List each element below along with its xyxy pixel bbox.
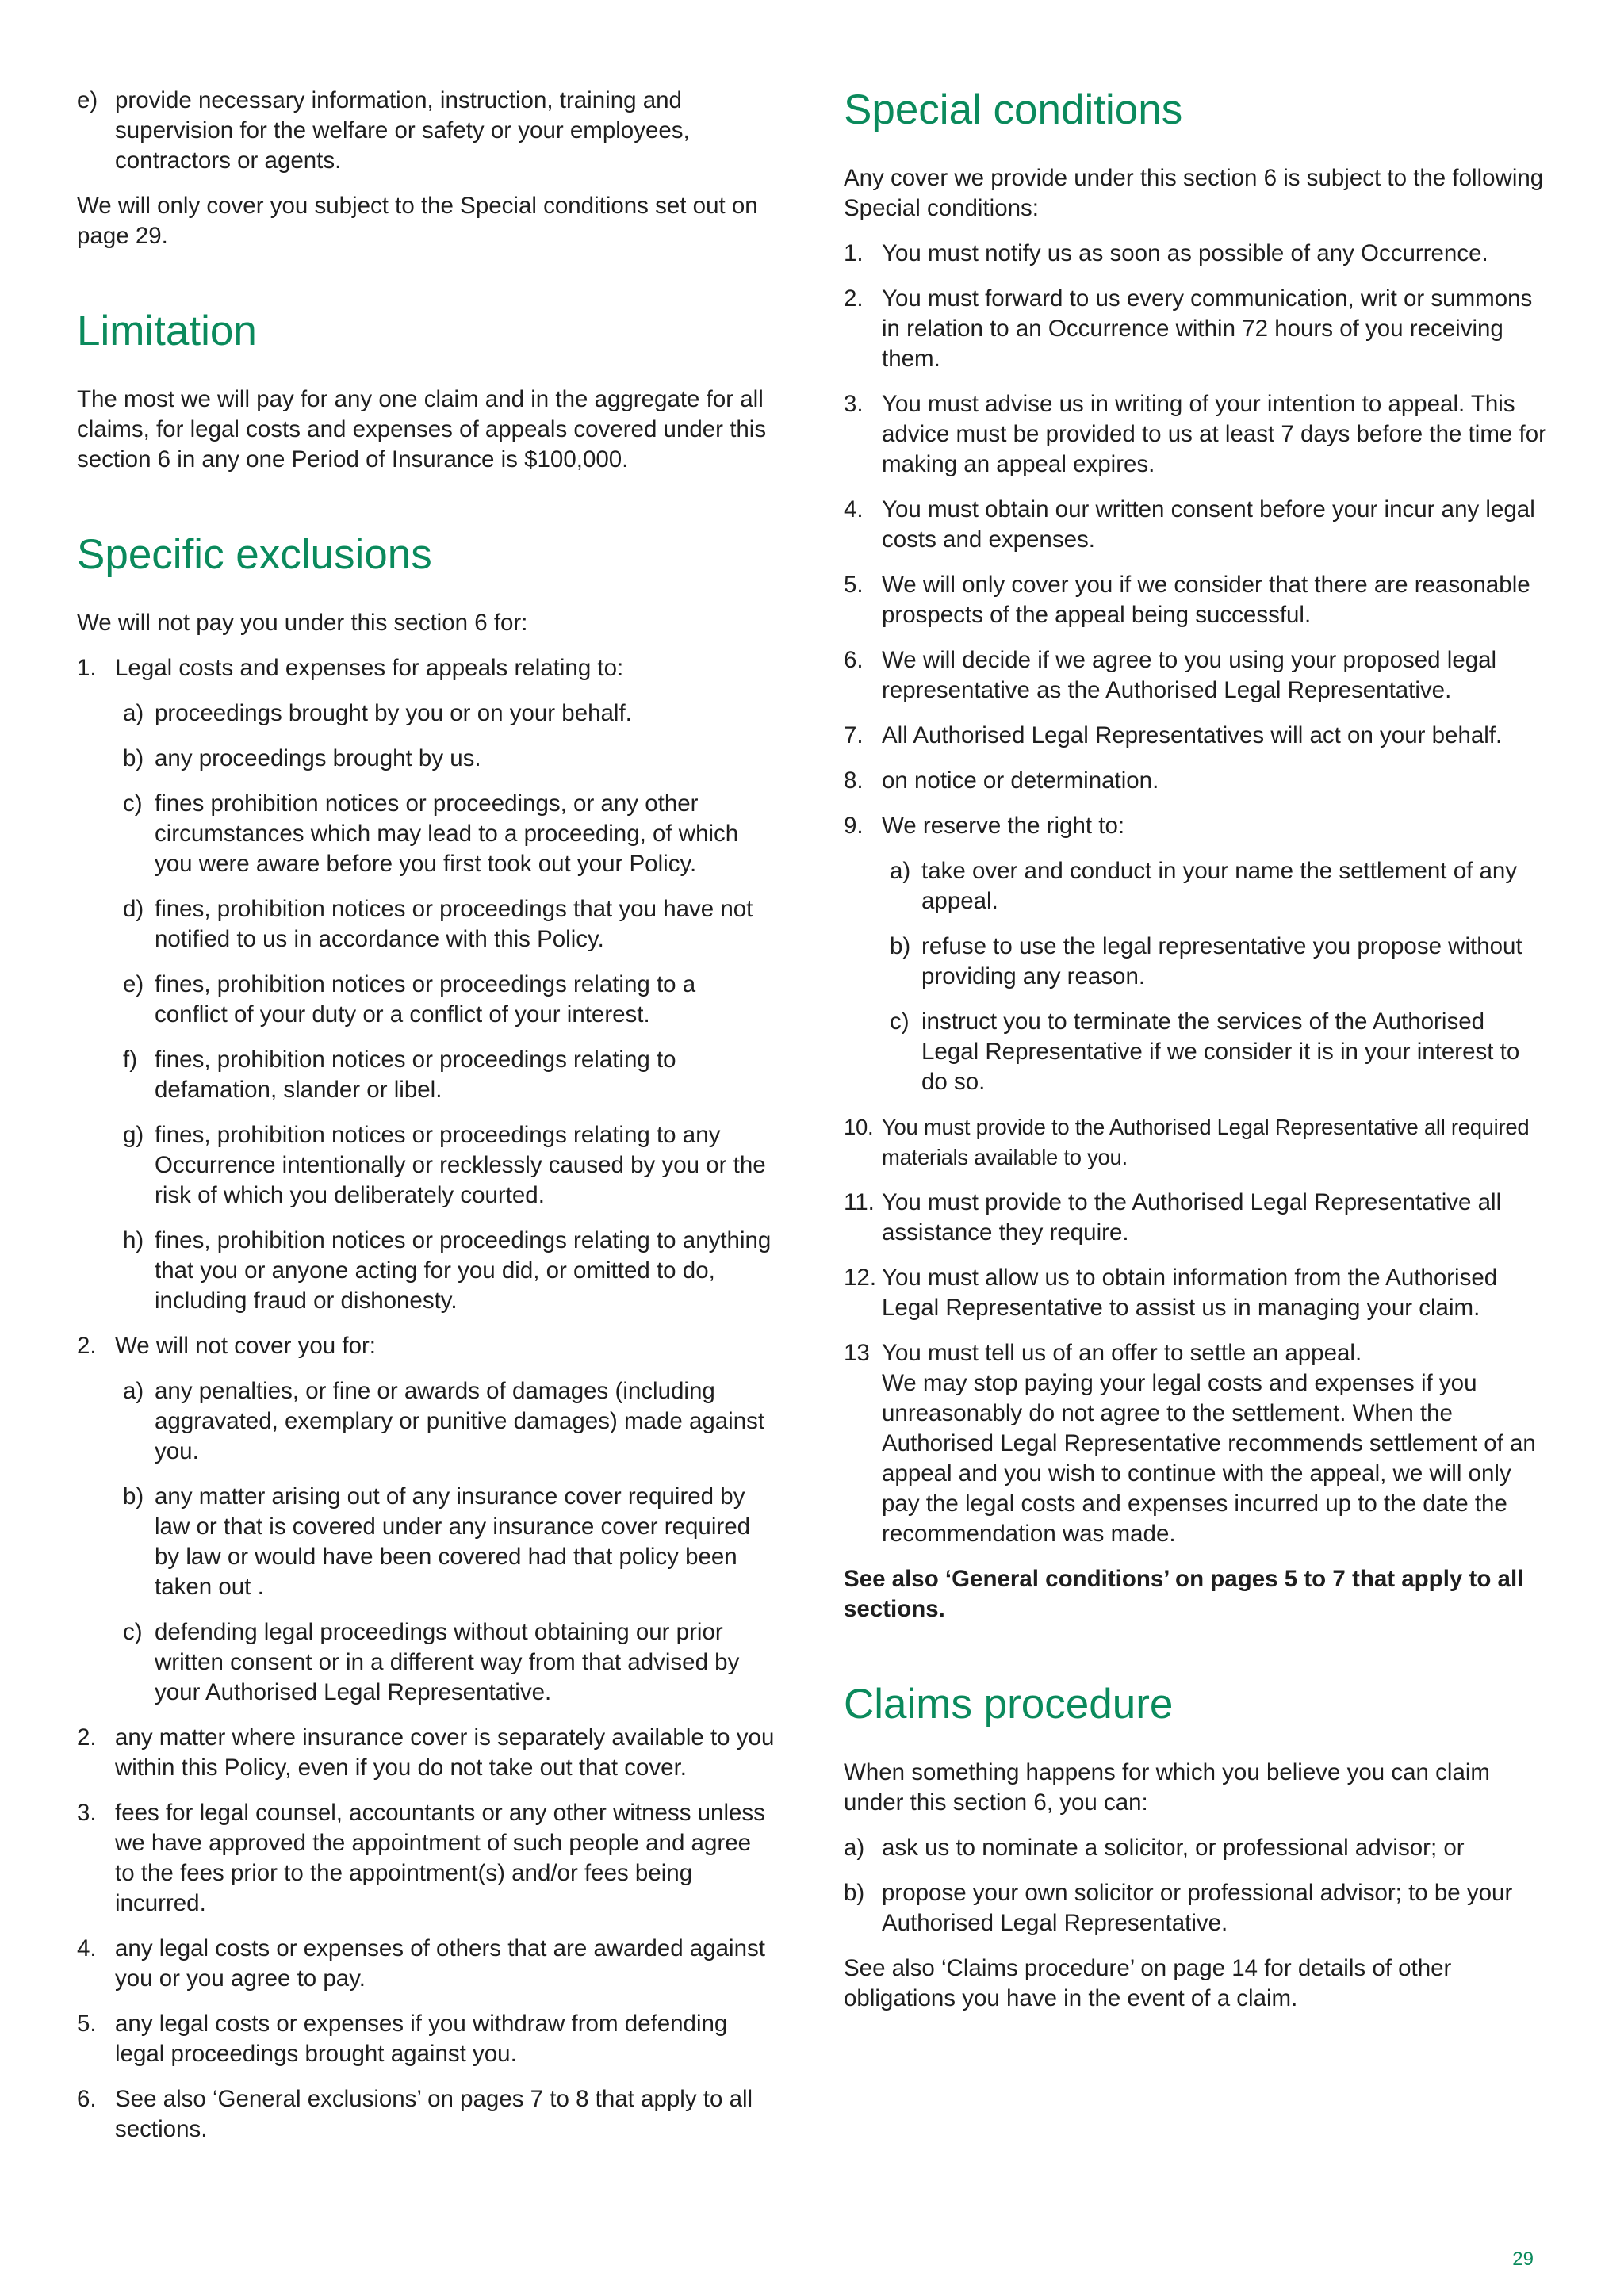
list-item — [844, 1263, 1546, 1323]
intro-paragraph: We will only cover you subject to the Special conditions set out on page 29. — [77, 193, 758, 249]
sublist-item — [890, 932, 1546, 992]
list-text: refuse to use the legal representative you propose without providing any reason. — [921, 933, 1522, 989]
list-label: c) — [123, 790, 143, 817]
list-text: We will decide if we agree to you using your proposed legal representative as the Authorised Legal Representative. — [882, 647, 1497, 703]
list-text: any penalties, or fine or awards of damages (including aggravated, exemplary or punitive damages) made against you. — [155, 1378, 765, 1464]
special-conditions-intro: Any cover we provide under this section 6 is subject to the following Special conditions: — [844, 165, 1544, 221]
list-item — [77, 86, 775, 176]
list-text: We reserve the right to: — [882, 813, 1125, 839]
list-text: take over and conduct in your name the settlement of any appeal. — [921, 858, 1518, 914]
list-label: f) — [123, 1047, 138, 1073]
list-text: fees for legal counsel, accountants or any other witness unless we have approved the appointment of such people and agree to the fees prior to the appointment(s) and/or fees being incurred. — [115, 1800, 765, 1916]
sublist — [123, 1376, 775, 1708]
list-text: any matter where insurance cover is separately available to you within this Policy, even if you do not take out that cover. — [115, 1724, 775, 1781]
claims-procedure-intro: When something happens for which you believe you can claim under this section 6, you can: — [844, 1759, 1490, 1816]
list-text: on notice or determination. — [882, 767, 1159, 794]
sublist-item — [123, 1120, 775, 1211]
list-label: a) — [123, 700, 144, 726]
sublist-item — [890, 856, 1546, 916]
list-item — [844, 1338, 1546, 1549]
list-label: 7. — [844, 722, 864, 748]
sublist-item — [123, 1376, 775, 1467]
list-text: ask us to nominate a solicitor, or professional advisor; or — [882, 1835, 1465, 1861]
general-conditions-note: See also ‘General conditions’ on pages 5 to 7 that apply to all sections. — [844, 1566, 1524, 1622]
list-label: d) — [123, 896, 144, 922]
list-item — [844, 721, 1546, 751]
list-text: You must provide to the Authorised Legal Representative all required materials available to you. — [882, 1115, 1530, 1169]
exclusions-heading: Specific exclusions — [77, 531, 432, 578]
list-label: 2. — [77, 1333, 97, 1359]
sublist-item — [123, 789, 775, 879]
list-text: any legal costs or expenses if you withdraw from defending legal proceedings brought against you. — [115, 2011, 728, 2067]
list-label: a) — [123, 1378, 144, 1404]
list-item — [844, 766, 1546, 796]
list-item — [844, 495, 1546, 555]
list-item — [77, 1331, 775, 1361]
list-item — [844, 1188, 1546, 1248]
list-label: b) — [123, 745, 144, 771]
sublist-item — [123, 744, 775, 774]
list-label: 2. — [77, 1724, 97, 1751]
list-text: fines, prohibition notices or proceedings relating to defamation, slander or libel. — [155, 1047, 676, 1103]
list-item — [844, 1878, 1546, 1938]
list-label: e) — [123, 971, 144, 997]
list-label: 6. — [77, 2086, 97, 2112]
list-text: any proceedings brought by us. — [155, 745, 481, 771]
list-item — [844, 284, 1546, 374]
list-item — [844, 239, 1546, 269]
list-text: fines, prohibition notices or proceedings relating to anything that you or anyone acting for you did, or omitted to do, including fraud or dishonesty. — [155, 1227, 772, 1314]
list-label: b) — [844, 1880, 865, 1906]
left-column — [77, 86, 775, 2160]
sublist-item — [123, 1617, 775, 1708]
list-label: 1. — [844, 240, 864, 266]
list-label: a) — [844, 1835, 865, 1861]
limitation-heading: Limitation — [77, 308, 257, 354]
list-text: You must provide to the Authorised Legal Representative all assistance they require. — [882, 1189, 1502, 1246]
list-text: fines prohibition notices or proceedings, or any other circumstances which may lead to a proceeding, of which you were aware before you first took out your Policy. — [155, 790, 739, 877]
list-label: 13 — [844, 1340, 870, 1366]
sublist — [890, 856, 1546, 1097]
list-label: 5. — [77, 2011, 97, 2037]
sublist-item — [123, 698, 775, 729]
right-column — [844, 86, 1546, 2029]
list-label: 8. — [844, 767, 864, 794]
claims-procedure-heading: Claims procedure — [844, 1681, 1174, 1728]
list-text: You must advise us in writing of your intention to appeal. This advice must be provided to us at least 7 days before the time for making an appeal expires. — [882, 391, 1546, 477]
sublist-item — [123, 1045, 775, 1105]
list-text: We will only cover you if we consider that there are reasonable prospects of the appeal being successful. — [882, 572, 1530, 628]
list-text: We will not cover you for: — [115, 1333, 376, 1359]
list-text: provide necessary information, instruction, training and supervision for the welfare or safety or your employees, contractors or agents. — [115, 87, 690, 174]
list-text: any matter arising out of any insurance cover required by law or that is covered under any insurance cover required by law or would have been covered had that policy been taken out . — [155, 1483, 751, 1600]
list-label: 1. — [77, 655, 97, 681]
list-label: 11. — [844, 1189, 875, 1215]
list-text: defending legal proceedings without obtaining our prior written consent or in a different way from that advised by your Authorised Legal Representative. — [155, 1619, 740, 1705]
sublist-item — [123, 1226, 775, 1316]
list-text: You must obtain our written consent before your incur any legal costs and expenses. — [882, 496, 1535, 553]
list-label: g) — [123, 1122, 144, 1148]
list-text: any legal costs or expenses of others that are awarded against you or you agree to pay. — [115, 1935, 765, 1992]
list-label: e) — [77, 87, 98, 113]
list-item — [77, 1723, 775, 1783]
list-text: fines, prohibition notices or proceedings that you have not notified to us in accordance with this Policy. — [155, 896, 753, 952]
sublist-item — [123, 1482, 775, 1602]
page-number: 29 — [1512, 2248, 1534, 2270]
list-label: 5. — [844, 572, 864, 598]
list-text-line: You must tell us of an offer to settle an appeal. — [882, 1340, 1362, 1366]
list-item — [844, 645, 1546, 706]
list-text: proceedings brought by you or on your behalf. — [155, 700, 632, 726]
claims-procedure-note: See also ‘Claims procedure’ on page 14 for details of other obligations you have in the event of a claim. — [844, 1955, 1452, 2011]
list-label: 4. — [77, 1935, 97, 1961]
list-text: fines, prohibition notices or proceedings relating to a conflict of your duty or a conflict of your interest. — [155, 971, 696, 1027]
list-label: h) — [123, 1227, 144, 1253]
list-text: fines, prohibition notices or proceedings relating to any Occurrence intentionally or recklessly caused by you or the risk of which you deliberately courted. — [155, 1122, 766, 1208]
list-item — [844, 1833, 1546, 1863]
list-text: See also ‘General exclusions’ on pages 7 to 8 that apply to all sections. — [115, 2086, 753, 2142]
list-label: c) — [123, 1619, 143, 1645]
list-text — [882, 1338, 1546, 1549]
list-label: b) — [123, 1483, 144, 1510]
special-conditions-heading: Special conditions — [844, 86, 1183, 133]
list-item — [77, 1934, 775, 1994]
list-label: 12. — [844, 1265, 877, 1291]
list-label: 3. — [77, 1800, 97, 1826]
list-label: c) — [890, 1008, 910, 1035]
list-item — [77, 2009, 775, 2069]
list-text: You must forward to us every communication, writ or summons in relation to an Occurrence within 72 hours of you receiving them. — [882, 285, 1533, 372]
list-label: 2. — [844, 285, 864, 312]
list-text: propose your own solicitor or professional advisor; to be your Authorised Legal Representative. — [882, 1880, 1513, 1936]
list-item — [77, 653, 775, 683]
list-text: instruct you to terminate the services of the Authorised Legal Representative if we consider it is in your interest to do so. — [921, 1008, 1520, 1095]
sublist-item — [123, 894, 775, 955]
list-label: a) — [890, 858, 911, 884]
list-text: Legal costs and expenses for appeals relating to: — [115, 655, 624, 681]
sublist — [123, 698, 775, 1316]
list-text-line: We may stop paying your legal costs and expenses if you unreasonably do not agree to the settlement. When the Authorised Legal Representative recommends settlement of an appeal and you wish to continue with the appeal, we will only pay the legal costs and expenses incurred up to the date the recommendation was made. — [882, 1370, 1536, 1547]
list-item — [844, 1112, 1546, 1173]
list-label: 9. — [844, 813, 864, 839]
list-item — [844, 811, 1546, 841]
list-label: 10. — [844, 1115, 874, 1139]
list-item — [77, 2084, 775, 2145]
exclusions-intro: We will not pay you under this section 6 for: — [77, 610, 528, 636]
sublist-item — [890, 1007, 1546, 1097]
list-item — [844, 570, 1546, 630]
list-label: 6. — [844, 647, 864, 673]
sublist-item — [123, 970, 775, 1030]
list-label: 4. — [844, 496, 864, 522]
list-item — [844, 389, 1546, 480]
list-label: 3. — [844, 391, 864, 417]
list-label: b) — [890, 933, 911, 959]
list-text: All Authorised Legal Representatives will act on your behalf. — [882, 722, 1503, 748]
limitation-text: The most we will pay for any one claim and in the aggregate for all claims, for legal costs and expenses of appeals covered under this section 6 in any one Period of Insurance is $100,000. — [77, 386, 767, 473]
list-text: You must allow us to obtain information from the Authorised Legal Representative to assist us in managing your claim. — [882, 1265, 1498, 1321]
list-text: You must notify us as soon as possible of any Occurrence. — [882, 240, 1488, 266]
list-item — [77, 1798, 775, 1919]
